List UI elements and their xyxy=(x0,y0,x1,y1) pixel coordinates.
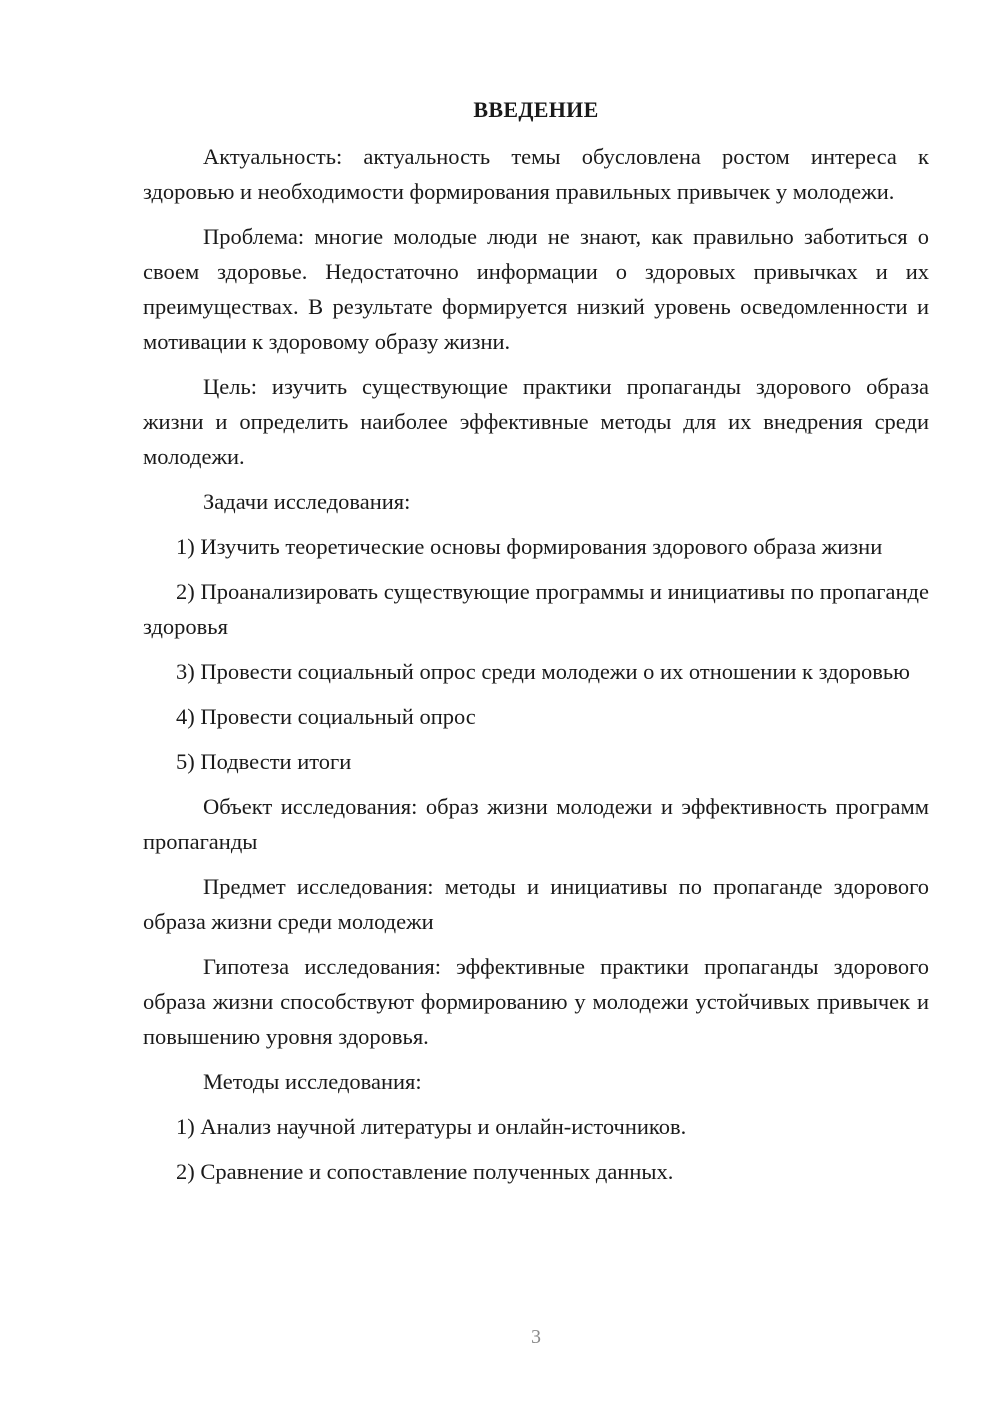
document-page xyxy=(143,92,929,1199)
relevance-paragraph: Актуальность: актуальность темы обусловлена ростом интереса к здоровью и необходимости формирования правильных привычек у молодежи. xyxy=(143,144,929,204)
method-item-1: 1) Анализ научной литературы и онлайн-источников. xyxy=(176,1114,687,1139)
subject-paragraph: Предмет исследования: методы и инициативы по пропаганде здорового образа жизни среди молодежи xyxy=(143,874,929,934)
task-item-2: 2) Проанализировать существующие программы и инициативы по пропаганде здоровья xyxy=(143,579,929,639)
problem-paragraph: Проблема: многие молодые люди не знают, как правильно заботиться о своем здоровье. Недостаточно информации о здоровых привычках и их преимуществах. В результате формируется низкий уровень осведомленности и мотивации к здоровому образу жизни. xyxy=(143,224,929,354)
task-item-4: 4) Провести социальный опрос xyxy=(176,704,476,729)
goal-paragraph: Цель: изучить существующие практики пропаганды здорового образа жизни и определить наиболее эффективные методы для их внедрения среди молодежи. xyxy=(143,374,929,469)
hypothesis-paragraph: Гипотеза исследования: эффективные практики пропаганды здорового образа жизни способствуют формированию у молодежи устойчивых привычек и повышению уровня здоровья. xyxy=(143,954,929,1049)
object-paragraph: Объект исследования: образ жизни молодежи и эффективность программ пропаганды xyxy=(143,794,929,854)
task-item-5: 5) Подвести итоги xyxy=(176,749,352,774)
task-item-3: 3) Провести социальный опрос среди молодежи о их отношении к здоровью xyxy=(176,659,910,684)
task-item-1: 1) Изучить теоретические основы формирования здорового образа жизни xyxy=(176,534,883,559)
method-item-2: 2) Сравнение и сопоставление полученных данных. xyxy=(176,1159,674,1184)
section-title: ВВЕДЕНИЕ xyxy=(473,97,599,122)
methods-heading: Методы исследования: xyxy=(203,1069,422,1094)
page-number: 3 xyxy=(531,1326,541,1348)
tasks-heading: Задачи исследования: xyxy=(203,489,411,514)
